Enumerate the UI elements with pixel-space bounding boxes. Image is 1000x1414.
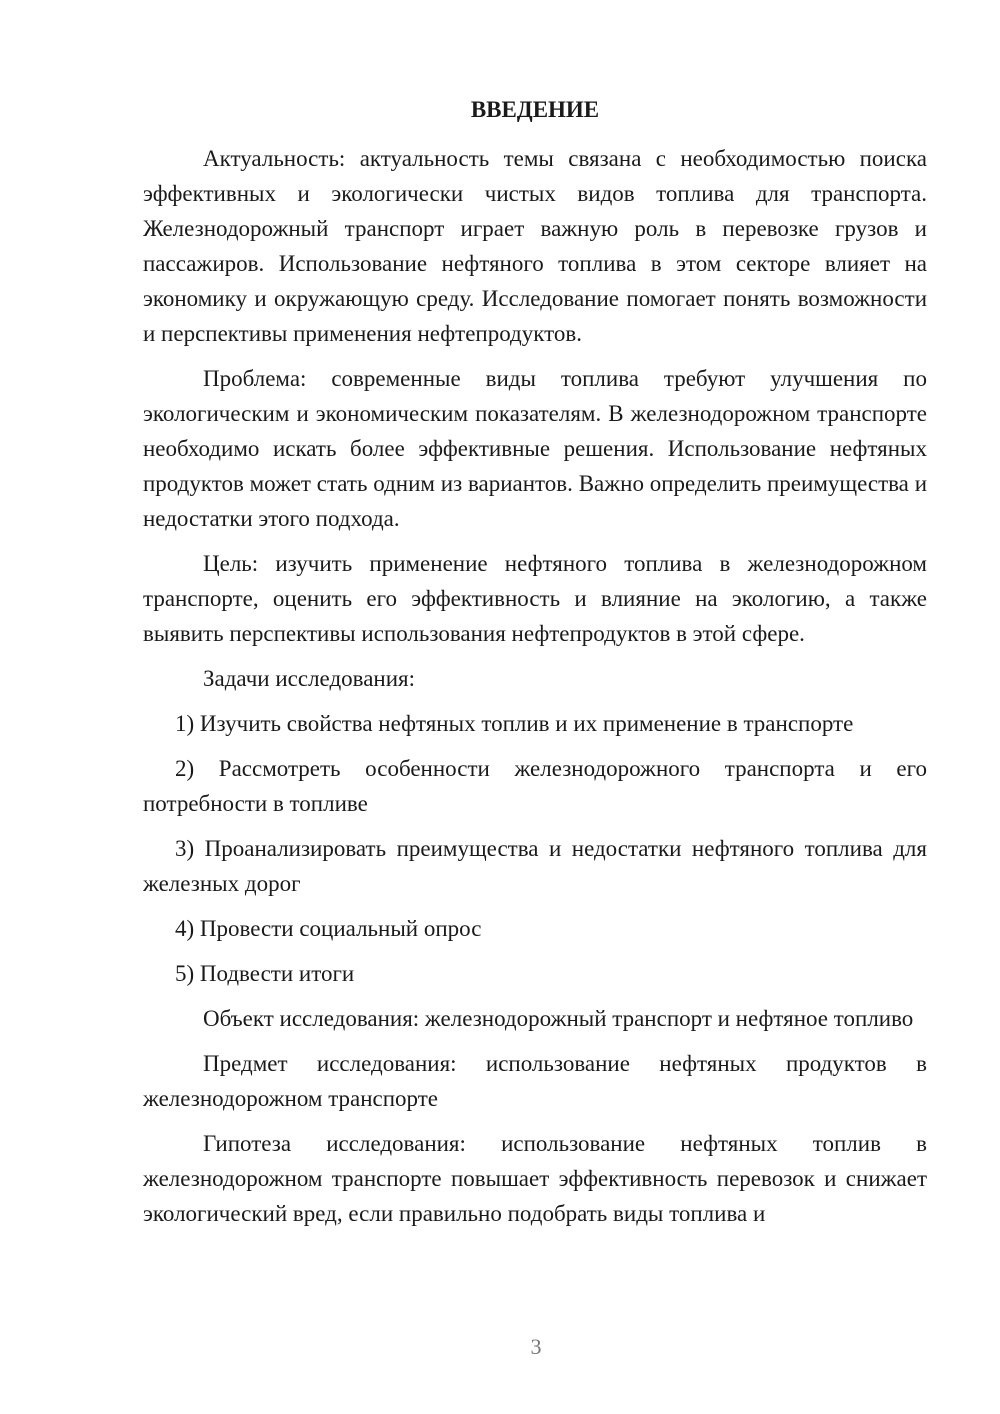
task-item-2: 2) Рассмотреть особенности железнодорожного транспорта и его потребности в топливе bbox=[143, 756, 927, 816]
goal-paragraph: Цель: изучить применение нефтяного топлива в железнодорожном транспорте, оценить его эффективность и влияние на экологию, а также выявить перспективы использования нефтепродуктов в этой сфере. bbox=[143, 551, 927, 646]
relevance-paragraph: Актуальность: актуальность темы связана с необходимостью поиска эффективных и экологически чистых видов топлива для транспорта. Железнодорожный транспорт играет важную роль в перевозке грузов и пассажиров. Использование нефтяного топлива в этом секторе влияет на экономику и окружающую среду. Исследование помогает понять возможности и перспективы применения нефтепродуктов. bbox=[143, 146, 927, 346]
problem-paragraph: Проблема: современные виды топлива требуют улучшения по экологическим и экономическим показателям. В железнодорожном транспорте необходимо искать более эффективные решения. Использование нефтяных продуктов может стать одним из вариантов. Важно определить преимущества и недостатки этого подхода. bbox=[143, 366, 927, 531]
page-number: 3 bbox=[530, 1334, 542, 1359]
object-paragraph: Объект исследования: железнодорожный транспорт и нефтяное топливо bbox=[203, 1006, 914, 1031]
task-item-5: 5) Подвести итоги bbox=[175, 961, 355, 986]
task-item-3: 3) Проанализировать преимущества и недостатки нефтяного топлива для железных дорог bbox=[143, 836, 927, 896]
tasks-title: Задачи исследования: bbox=[203, 666, 416, 691]
section-heading: ВВЕДЕНИЕ bbox=[470, 97, 600, 122]
task-item-1: 1) Изучить свойства нефтяных топлив и их применение в транспорте bbox=[175, 711, 854, 736]
subject-paragraph: Предмет исследования: использование нефтяных продуктов в железнодорожном транспорте bbox=[143, 1051, 927, 1111]
task-item-4: 4) Провести социальный опрос bbox=[175, 916, 482, 941]
hypothesis-paragraph: Гипотеза исследования: использование нефтяных топлив в железнодорожном транспорте повышает эффективность перевозок и снижает экологический вред, если правильно подобрать виды топлива и bbox=[143, 1131, 927, 1226]
document-body bbox=[143, 92, 927, 1241]
